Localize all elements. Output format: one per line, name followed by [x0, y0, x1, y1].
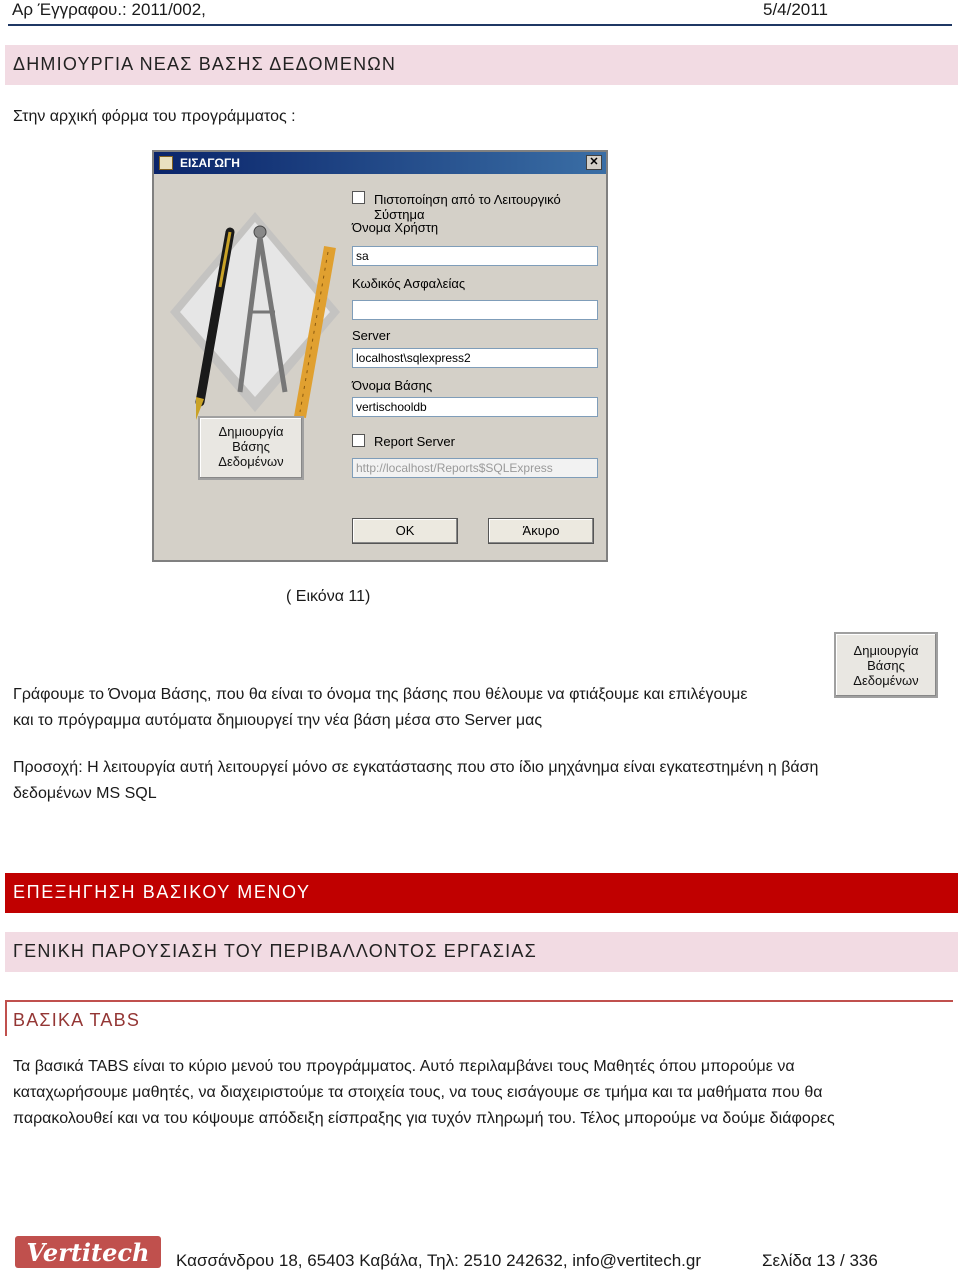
- dbname-input[interactable]: vertischooldb: [352, 397, 598, 417]
- intro-text: Στην αρχική φόρμα του προγράμματος :: [13, 108, 296, 125]
- header-divider: [8, 24, 952, 26]
- paragraph-line: Γράφουμε το Όνομα Βάσης, που θα είναι το όνομα της βάσης που θέλουμε να φτιάξουμε και επιλέγουμε: [13, 686, 748, 703]
- body-line: παρακολουθεί και να του κόψουμε απόδειξη είσπραξης για τυχόν πληρωμή του. Τέλος μπορούμε να δούμε διάφορες: [13, 1110, 835, 1127]
- side-button-line1: Δημιουργία: [853, 643, 919, 658]
- create-db-line2: Βάσης: [232, 439, 270, 454]
- paragraph-line: και το πρόγραμμα αυτόματα δημιουργεί την νέα βάση μέσα στο Server μας: [13, 712, 543, 729]
- section-title: ΔΗΜΙΟΥΡΓΙΑ ΝΕΑΣ ΒΑΣΗΣ ΔΕΔΟΜΕΝΩΝ: [13, 54, 397, 74]
- os-auth-label: Πιστοποίηση από το Λειτουργικό Σύστημα: [374, 192, 561, 222]
- vertitech-logo: [15, 1236, 161, 1268]
- login-dialog: [152, 150, 608, 562]
- logo-text: Vertitech: [26, 1238, 150, 1267]
- note-line: δεδομένων MS SQL: [13, 785, 157, 802]
- create-database-button-sample[interactable]: [834, 632, 938, 698]
- environment-heading: ΓΕΝΙΚΗ ΠΑΡΟΥΣΙΑΣΗ ΤΟΥ ΠΕΡΙΒΑΛΛΟΝΤΟΣ ΕΡΓΑΣΙΑΣ: [13, 941, 537, 961]
- password-input[interactable]: [352, 300, 598, 320]
- os-auth-checkbox[interactable]: [352, 191, 365, 204]
- server-label: Server: [352, 328, 391, 343]
- drafting-tools-illustration: [160, 192, 350, 422]
- report-server-label: Report Server: [374, 434, 455, 449]
- document-date: 5/4/2011: [763, 0, 828, 19]
- server-input[interactable]: localhost\sqlexpress2: [352, 348, 598, 368]
- tabs-heading-box: [5, 1000, 953, 1036]
- document-number: Αρ Έγγραφου.: 2011/002,: [12, 0, 206, 19]
- body-line: καταχωρήσουμε μαθητές, να διαχειριστούμε τα στοιχεία τους, να τους εισάγουμε σε τμήμα και τα μαθήματα που θα: [13, 1084, 823, 1101]
- close-icon[interactable]: ✕: [586, 155, 602, 170]
- ok-button[interactable]: OK: [352, 518, 458, 544]
- figure-caption: ( Εικόνα 11): [286, 588, 371, 605]
- tabs-heading: ΒΑΣΙΚΑ TABS: [13, 1010, 141, 1030]
- report-server-input[interactable]: http://localhost/Reports$SQLExpress: [352, 458, 598, 478]
- dialog-title: ΕΙΣΑΓΩΓΗ: [180, 156, 240, 170]
- username-label: Όνομα Χρήστη: [352, 220, 439, 235]
- password-label: Κωδικός Ασφαλείας: [352, 276, 466, 291]
- dialog-titlebar: [154, 152, 606, 174]
- dbname-label: Όνομα Βάσης: [352, 378, 433, 393]
- main-menu-heading: ΕΠΕΞΗΓΗΣΗ ΒΑΣΙΚΟΥ ΜΕΝΟΥ: [13, 882, 311, 902]
- cancel-button[interactable]: Άκυρο: [488, 518, 594, 544]
- create-db-line3: Δεδομένων: [218, 454, 284, 469]
- page-number: Σελίδα 13 / 336: [762, 1251, 878, 1270]
- create-db-line1: Δημιουργία: [218, 424, 284, 439]
- main-menu-heading-band: [5, 873, 958, 913]
- note-line: Προσοχή: Η λειτουργία αυτή λειτουργεί μόνο σε εγκατάστασης που στο ίδιο μηχάνημα είναι εγκατεστημένη η βάση: [13, 759, 819, 776]
- app-icon: [159, 156, 173, 170]
- side-button-line3: Δεδομένων: [853, 673, 919, 688]
- create-database-button[interactable]: [198, 416, 304, 480]
- report-server-checkbox[interactable]: [352, 434, 365, 447]
- footer-address: Κασσάνδρου 18, 65403 Καβάλα, Τηλ: 2510 242632, info@vertitech.gr: [176, 1251, 702, 1270]
- environment-heading-band: [5, 932, 958, 972]
- side-button-line2: Βάσης: [867, 658, 905, 673]
- body-line: Τα βασικά TABS είναι το κύριο μενού του προγράμματος. Αυτό περιλαμβάνει τους Μαθητές όπου μπορούμε να: [13, 1058, 795, 1075]
- section-title-band: [5, 45, 958, 85]
- username-input[interactable]: sa: [352, 246, 598, 266]
